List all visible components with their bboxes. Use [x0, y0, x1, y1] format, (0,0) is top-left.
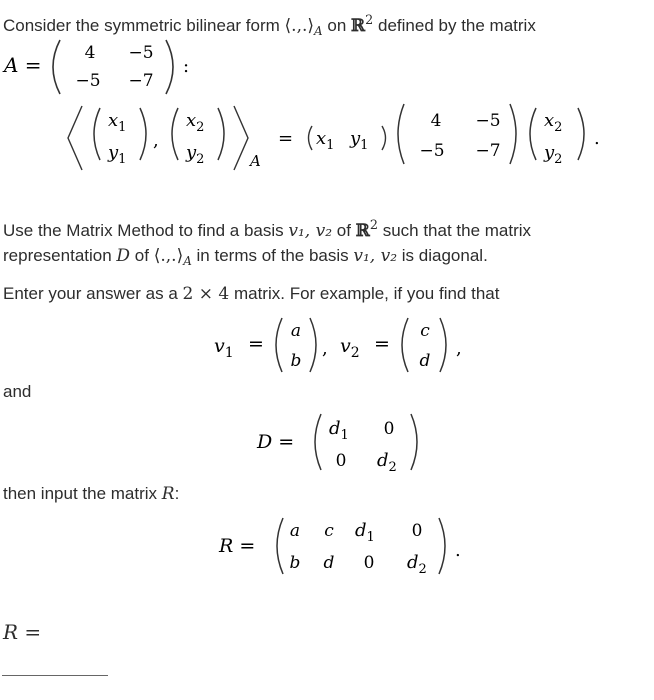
instructions-text: Use the Matrix Method to find a basis — [3, 221, 284, 240]
instructions-text: in terms of the basis — [196, 246, 349, 265]
comma: , — [153, 130, 159, 151]
matrix-r-symbol: R — [161, 484, 175, 504]
matrix-r-cell: b — [289, 553, 301, 573]
intro-text-2: on — [327, 16, 347, 35]
matrix-d-cell: $d_1$ — [329, 418, 349, 443]
form-symbol: ⟨.,.⟩ — [153, 246, 184, 266]
row-x1: $x_1$ — [316, 128, 335, 153]
then-text: then input the matrix — [3, 484, 158, 503]
form-subscript: A — [183, 254, 192, 268]
comma: , — [456, 338, 462, 359]
space-exponent: 2 — [369, 218, 378, 233]
matrix-a-cell: −5 — [75, 71, 101, 91]
matrix-a-colon: : — [183, 56, 190, 77]
left-angle-bracket — [68, 106, 82, 170]
matrix-d-symbol: D — [116, 246, 131, 266]
basis-vectors: v₁, v₂ — [288, 221, 333, 241]
y2-entry: $y_2$ — [186, 142, 205, 167]
y1-entry: $y_1$ — [108, 142, 127, 167]
paren — [172, 108, 178, 160]
paren — [530, 108, 536, 160]
paren — [440, 318, 446, 372]
matrix-r-cell: 0 — [411, 521, 423, 541]
period: . — [594, 128, 600, 149]
then-line — [3, 483, 179, 505]
paren — [276, 318, 282, 372]
v2-equals: = — [374, 333, 390, 355]
col-y2: $y_2$ — [544, 142, 563, 167]
period: . — [455, 540, 461, 561]
instructions-line-3 — [3, 283, 499, 305]
matrix-a-cell: 4 — [84, 43, 96, 63]
intro-text-1: Consider the symmetric bilinear form — [3, 16, 280, 35]
v2-label: $v_2$ — [340, 335, 360, 361]
space-symbol: ℝ — [351, 16, 366, 36]
instructions-text: such that the matrix — [382, 221, 532, 240]
form-matrix-cell: −5 — [475, 111, 501, 131]
example-matrix-r — [217, 512, 477, 580]
form-matrix-cell: 4 — [430, 111, 442, 131]
basis-vectors: v₁, v₂ — [353, 246, 398, 266]
space-exponent: 2 — [365, 13, 374, 28]
matrix-a-left-paren — [53, 40, 60, 94]
answer-input[interactable] — [2, 675, 108, 676]
answer-label: R = — [3, 620, 42, 644]
example-basis — [210, 312, 470, 378]
instructions-text: of — [134, 246, 149, 265]
v1-equals: = — [248, 333, 264, 355]
matrix-r-label: R = — [219, 535, 256, 557]
and-label: and — [3, 382, 32, 401]
matrix-a-label: A = — [4, 53, 42, 77]
instructions-line-1 — [3, 215, 531, 242]
v1-entry-b: b — [290, 351, 302, 371]
paren — [310, 318, 316, 372]
row-y1: $y_1$ — [350, 128, 369, 153]
x1-entry: $x_1$ — [108, 110, 127, 135]
form-definition — [60, 98, 620, 178]
paren — [578, 108, 584, 160]
v1-label: $v_1$ — [214, 335, 234, 361]
comma: , — [322, 338, 328, 359]
col-x2: $x_2$ — [544, 110, 563, 135]
matrix-r-cell: 0 — [363, 553, 375, 573]
paren — [309, 126, 313, 150]
matrix-d-label: D = — [257, 431, 295, 453]
paren — [140, 108, 146, 160]
paren — [315, 414, 321, 470]
paren — [382, 126, 386, 150]
matrix-a-cell: −5 — [128, 43, 154, 63]
space-symbol: ℝ — [355, 221, 370, 241]
matrix-a-cell: −7 — [128, 71, 154, 91]
matrix-r-cell: c — [324, 521, 334, 541]
instructions-text: representation — [3, 246, 112, 265]
paren — [94, 108, 100, 160]
example-matrix-d — [255, 408, 435, 476]
paren — [218, 108, 224, 160]
matrix-a — [0, 36, 200, 98]
matrix-d-cell: 0 — [383, 419, 395, 439]
matrix-r-cell: d — [323, 553, 335, 573]
paren — [439, 518, 445, 574]
x2-entry: $x_2$ — [186, 110, 205, 135]
matrix-dimensions: 2 × 4 — [182, 284, 230, 304]
form-subscript: A — [314, 24, 323, 38]
instructions-text: Enter your answer as a — [3, 284, 178, 303]
form-def-subscript: A — [250, 152, 261, 170]
instructions-text: of — [336, 221, 351, 240]
matrix-d-cell: 0 — [335, 451, 347, 471]
right-angle-bracket — [234, 106, 248, 170]
form-matrix-cell: −7 — [475, 141, 501, 161]
v2-entry-d: d — [419, 351, 431, 371]
paren — [402, 318, 408, 372]
instructions-text: is diagonal. — [401, 246, 488, 265]
paren — [411, 414, 417, 470]
instructions-line-2 — [3, 245, 488, 272]
intro-text-3: defined by the matrix — [378, 16, 536, 35]
form-matrix-cell: −5 — [419, 141, 445, 161]
instructions-text: matrix. For example, if you find that — [233, 284, 500, 303]
matrix-r-cell: $d_1$ — [355, 520, 375, 545]
paren — [398, 104, 404, 164]
v1-entry-a: a — [290, 321, 302, 341]
matrix-r-cell: a — [289, 521, 301, 541]
matrix-a-right-paren — [166, 40, 173, 94]
paren — [510, 104, 516, 164]
v2-entry-c: c — [420, 321, 430, 341]
form-symbol: ⟨.,.⟩ — [284, 16, 315, 36]
form-def-equals: = — [278, 128, 294, 149]
matrix-r-cell: $d_2$ — [407, 552, 427, 577]
matrix-d-cell: $d_2$ — [377, 450, 397, 475]
then-colon: : — [174, 484, 180, 503]
paren — [277, 518, 283, 574]
